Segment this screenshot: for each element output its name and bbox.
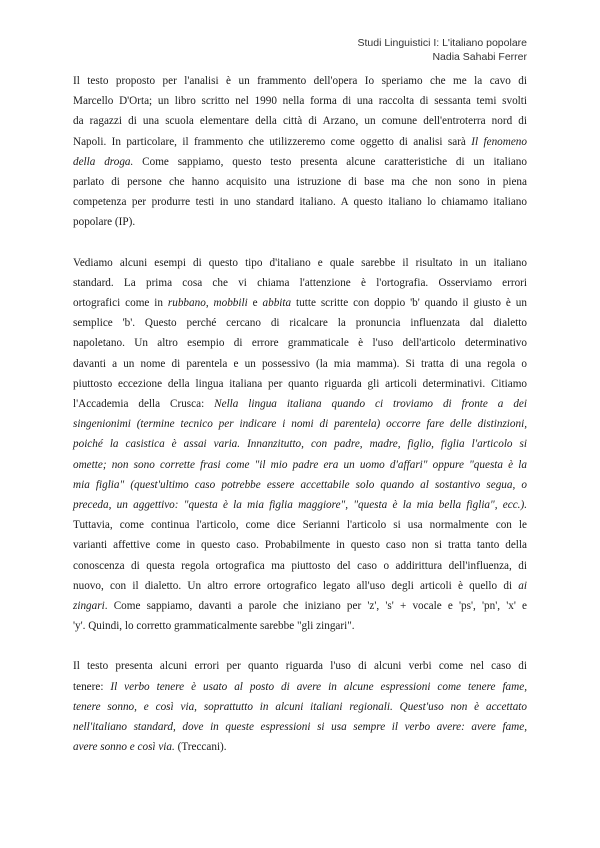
- example-word: zingari: [73, 600, 105, 613]
- text-line: [73, 717, 527, 737]
- text-line: della droga. Come sappiamo, questo testo presenta alcune caratteristiche di un italiano: [73, 155, 527, 168]
- paragraph-gap: [73, 636, 527, 656]
- text-line: napoletano. Un altro esempio di errore grammaticale è l'uso dell'articolo determinativo: [73, 337, 527, 350]
- example-word: ai: [518, 579, 527, 592]
- quotation-italic: avere sonno e così via.: [73, 741, 175, 754]
- text-line: piuttosto eccezione della lingua italiana per quanto riguarda gli articoli determinativi. Citiamo: [73, 377, 527, 390]
- text-line: avere sonno e così via. (Treccani).: [73, 741, 227, 754]
- text-line: standard. La prima cosa che vi chiama l'attenzione è l'ortografia. Osserviamo errori: [73, 276, 527, 289]
- text-line: Il testo presenta alcuni errori per quanto riguarda l'uso di alcuni verbi come nel caso di: [73, 660, 527, 673]
- text-line: ortografici come in rubbano, mobbili e abbita tutte scritte con doppio 'b' quando il giusto è un: [73, 297, 527, 310]
- quotation-italic: mia figlia" (quest'ultimo caso potrebbe essere accettabile solo quando al sostantivo segua, o: [73, 478, 527, 491]
- example-word: abbita: [262, 297, 292, 310]
- paragraph-examples: [73, 253, 527, 637]
- paragraph-gap: [73, 233, 527, 253]
- course-title: Studi Linguistici I: L'italiano popolare: [357, 37, 527, 49]
- author-name: Nadia Sahabi Ferrer: [432, 51, 527, 63]
- quotation-italic: poiché la casistica è assai varia. Innanzitutto, con padre, madre, figlio, figlia l'articolo si: [73, 438, 527, 451]
- text-line: [73, 697, 527, 717]
- text-line: Vediamo alcuni esempi di questo tipo d'italiano e quale sarebbe il risultato in un italiano: [73, 256, 527, 269]
- example-word: mobbili: [213, 297, 248, 310]
- text-line: [73, 475, 527, 495]
- text-line: Marcello D'Orta; un libro scritto nel 1990 nella forma di una raccolta di sessanta temi svolti: [73, 95, 527, 108]
- text-line: 'y'. Quindi, lo corretto grammaticalmente sarebbe "gli zingari".: [73, 620, 355, 633]
- text-line: tenere: Il verbo tenere è usato al posto di avere in alcune espressioni come tenere fame,: [73, 680, 527, 693]
- quotation-italic: Nella lingua italiana quando ci troviamo di fronte a dei: [214, 398, 527, 411]
- text-line: Tuttavia, come continua l'articolo, come dice Serianni l'articolo si usa normalmente con le: [73, 519, 527, 532]
- paragraph-verbs: [73, 656, 527, 757]
- text-line: Il testo proposto per l'analisi è un frammento dell'opera Io speriamo che me la cavo di: [73, 75, 527, 87]
- text-line: parlato di persone che hanno acquisito una istruzione di base ma che non sono in piena: [73, 176, 527, 189]
- text-line: [73, 455, 527, 475]
- quotation-italic: Il verbo tenere è usato al posto di avere in alcune espressioni come tenere fame,: [110, 680, 527, 693]
- page-header: [357, 36, 527, 64]
- quotation-italic: preceda, un aggettivo: "questa è la mia figlia maggiore", "questa è la mia bella figlia", ecc.).: [73, 499, 527, 512]
- text-line: l'Accademia della Crusca: Nella lingua italiana quando ci troviamo di fronte a dei: [73, 398, 527, 411]
- text-line: Napoli. In particolare, il frammento che utilizzeremo come oggetto di analisi sarà Il fenomeno: [73, 135, 527, 148]
- example-word: rubbano: [167, 297, 206, 310]
- document-body: [73, 71, 527, 758]
- text-line: conoscenza di questa regola ortografica ma piuttosto del caso o addirittura dell'influenza, di: [73, 559, 527, 572]
- work-title-italic: della droga.: [73, 155, 134, 168]
- text-line: [73, 414, 527, 434]
- paragraph-intro: [73, 71, 527, 233]
- text-line: semplice 'b'. Questo perché cercano di ricalcare la pronuncia influenzata dal dialetto: [73, 317, 527, 330]
- quotation-italic: nell'italiano standard, dove in queste espressioni si usa sempre il verbo avere: avere fame,: [73, 721, 527, 734]
- work-title-italic: Il fenomeno: [471, 135, 527, 148]
- quotation-italic: tenere sonno, e così via, soprattutto in alcuni italiani regionali. Quest'uso non è accettato: [73, 700, 527, 713]
- text-line: zingari. Come sappiamo, davanti a parole che iniziano per 'z', 's' + vocale e 'ps', 'pn', 'x' e: [73, 600, 527, 613]
- text-line: popolare (IP).: [73, 216, 136, 229]
- text-line: varianti affettive come in questo caso. Probabilmente in questo caso non si tratta tanto della: [73, 539, 527, 552]
- text-line: [73, 434, 527, 454]
- text-line: nuovo, con il dialetto. Un altro errore ortografico legato all'uso degli articoli è quello di ai: [73, 579, 527, 592]
- quotation-italic: omette; non sono corrette frasi come "il mio padre era un uomo d'affari" oppure "questa è la: [73, 458, 527, 471]
- quotation-italic: singenionimi (termine tecnico per indicare i nomi di parentela) occorre fare delle distinzioni,: [73, 418, 527, 431]
- text-line: [73, 495, 527, 515]
- text-line: da ragazzi di una scuola elementare della città di Arzano, un comune dell'entroterra nord di: [73, 115, 527, 128]
- text-line: davanti a un nome di parentela e un possessivo (la mia mamma). Si tratta di una regola o: [73, 357, 527, 370]
- text-line: competenza per produrre testi in uno standard italiano. A questo italiano lo chiamamo italiano: [73, 196, 527, 209]
